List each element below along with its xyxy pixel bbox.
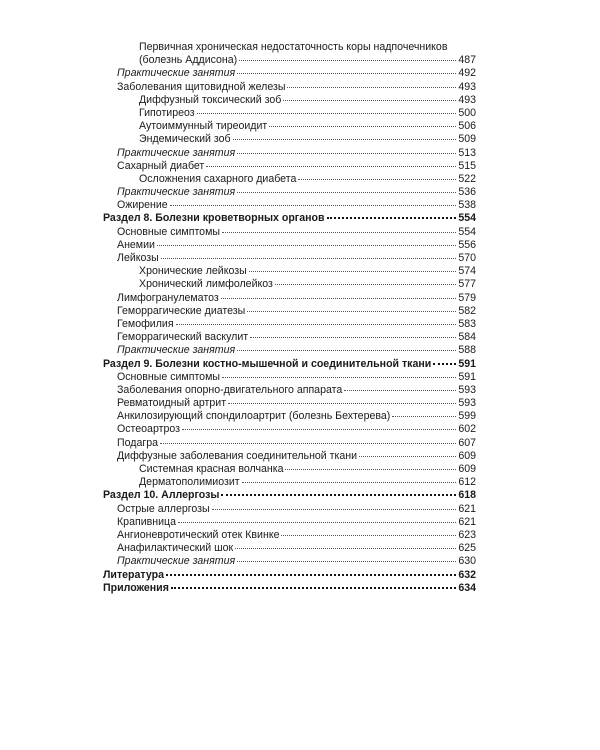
dot-leader (222, 377, 456, 378)
toc-entry (103, 371, 476, 384)
toc-entry (103, 133, 476, 146)
toc-entry-page: 591 (458, 370, 476, 383)
toc-entry-page: 593 (458, 397, 476, 410)
toc-entry (103, 476, 476, 489)
toc-entry-page: 487 (458, 54, 476, 67)
toc-entry-page: 621 (458, 502, 476, 515)
toc-entry-page: 630 (458, 555, 476, 568)
dot-leader (237, 561, 456, 562)
dot-leader (235, 548, 456, 549)
dot-leader (433, 363, 456, 365)
toc-entry (103, 226, 476, 239)
toc-entry-page: 556 (458, 238, 476, 251)
toc-entry-title: Анкилозирующий спондилоартрит (болезнь Бехтерева) (117, 410, 391, 423)
toc-entry-title: Диффузный токсический зоб (139, 93, 282, 106)
toc-entry-title: Первичная хроническая недостаточность коры надпочечников (139, 41, 448, 53)
toc-entry-title: Системная красная волчанка (139, 463, 284, 475)
toc-entry-title: Эндемический зоб (139, 133, 231, 146)
toc-entry (103, 503, 476, 516)
toc-entry-page: 579 (458, 291, 476, 304)
toc-entry (103, 199, 476, 212)
toc-entry-title: Основные симптомы (117, 370, 220, 383)
toc-entry (103, 186, 476, 199)
toc-entry-title: Практические занятия (117, 146, 236, 159)
toc-entry-page: 607 (458, 436, 476, 449)
dot-leader (283, 100, 456, 101)
toc-entry-page: 625 (458, 542, 476, 555)
toc-entry-page: 618 (458, 489, 476, 502)
toc-entry (103, 239, 476, 252)
toc-entry-title: Ожирение (117, 199, 168, 212)
dot-leader (197, 113, 457, 114)
toc-entry-page: 599 (458, 410, 476, 423)
toc-entry-page: 577 (458, 278, 476, 291)
dot-leader (221, 298, 457, 299)
dot-leader (392, 416, 456, 417)
dot-leader (228, 403, 456, 404)
toc-entry-title: Практические занятия (117, 555, 236, 568)
dot-leader (170, 205, 457, 206)
toc-entry-page: 554 (458, 212, 476, 225)
toc-entry-page: 570 (458, 252, 476, 264)
toc-entry (103, 331, 476, 344)
toc-entry-page: 522 (458, 172, 476, 185)
toc-entry-title: Крапивница (117, 515, 176, 528)
toc-entry-title: Лимфогранулематоз (117, 291, 219, 304)
toc-entry-page: 492 (458, 67, 476, 80)
toc-entry-page: 632 (458, 568, 476, 581)
toc-section-heading (103, 582, 476, 595)
toc-entry-title: Литература (103, 568, 164, 581)
dot-leader (176, 324, 457, 325)
toc-entry (103, 54, 476, 67)
toc-entry-title: Острые аллергозы (117, 502, 210, 515)
toc-entry-title: Хронический лимфолейкоз (139, 278, 273, 291)
dot-leader (237, 153, 456, 154)
dot-leader (281, 535, 456, 536)
toc-entry-title: Диффузные заболевания соединительной ткани (117, 449, 358, 462)
toc-entry (103, 305, 476, 318)
dot-leader (285, 469, 456, 470)
dot-leader (206, 166, 456, 167)
toc-entry-page: 584 (458, 331, 476, 344)
dot-leader (212, 509, 457, 510)
dot-leader (359, 456, 456, 457)
toc-entry-page: 612 (458, 476, 476, 489)
toc-entry (103, 292, 476, 305)
toc-entry (103, 94, 476, 107)
dot-leader (287, 87, 456, 88)
toc-entry-title: Анафилактический шок (117, 542, 234, 555)
toc-entry-page: 574 (458, 265, 476, 278)
toc-entry-page: 500 (458, 106, 476, 119)
toc-entry-title: Ревматоидный артрит (117, 397, 227, 410)
toc-entry (103, 173, 476, 186)
toc-entry-title: Ангионевротический отек Квинке (117, 528, 280, 541)
toc-entry-title: Подагра (117, 436, 158, 449)
toc-entry-page: 609 (458, 463, 476, 475)
toc-entry (103, 278, 476, 291)
toc-entry-title: Раздел 9. Болезни костно-мышечной и соединительной ткани (103, 357, 432, 370)
toc-entry-title: Заболевания щитовидной железы (117, 80, 286, 93)
dot-leader (327, 217, 457, 219)
toc-entry-page: 583 (458, 317, 476, 330)
dot-leader (171, 587, 456, 589)
table-of-contents (103, 41, 476, 595)
toc-entry (103, 120, 476, 133)
toc-entry (103, 410, 476, 423)
toc-entry-page: 493 (458, 93, 476, 106)
toc-entry-title: Практические занятия (117, 67, 236, 80)
toc-section-heading (103, 569, 476, 582)
dot-leader (269, 126, 456, 127)
toc-entry-page: 621 (458, 515, 476, 528)
dot-leader (344, 390, 456, 391)
dot-leader (247, 311, 456, 312)
toc-entry-title: Гипотиреоз (139, 106, 195, 119)
dot-leader (161, 258, 457, 259)
toc-section-heading (103, 489, 476, 502)
toc-entry (103, 463, 476, 476)
toc-entry-title: Заболевания опорно-двигательного аппарата (117, 383, 343, 396)
toc-entry-title: Раздел 8. Болезни кроветворных органов (103, 212, 325, 225)
toc-entry-title: Раздел 10. Аллергозы (103, 489, 220, 502)
dot-leader (222, 232, 456, 233)
dot-leader (182, 429, 456, 430)
toc-entry (103, 437, 476, 450)
toc-entry (103, 450, 476, 463)
dot-leader (178, 522, 456, 523)
toc-entry-page: 515 (458, 159, 476, 172)
toc-entry-title: (болезнь Аддисона) (139, 54, 238, 67)
toc-entry-title: Основные симптомы (117, 225, 220, 238)
toc-entry-page: 506 (458, 120, 476, 133)
toc-entry-page: 509 (458, 133, 476, 146)
toc-entry (103, 265, 476, 278)
toc-entry-page: 588 (458, 344, 476, 357)
dot-leader (237, 73, 456, 74)
toc-entry (103, 529, 476, 542)
toc-entry (103, 107, 476, 120)
toc-entry (103, 160, 476, 173)
toc-entry-page: 609 (458, 449, 476, 462)
toc-entry (103, 555, 476, 568)
dot-leader (157, 245, 456, 246)
toc-entry-page: 554 (458, 225, 476, 238)
toc-entry-title: Анемии (117, 238, 155, 251)
dot-leader (160, 443, 456, 444)
toc-entry-title: Практические занятия (117, 186, 236, 199)
toc-entry-page: 591 (458, 357, 476, 370)
dot-leader (237, 350, 456, 351)
toc-entry-title: Остеоартроз (117, 423, 180, 436)
toc-entry (103, 252, 476, 265)
toc-entry-page: 634 (458, 581, 476, 594)
toc-entry-title: Сахарный диабет (117, 159, 205, 172)
toc-entry-title: Приложения (103, 581, 169, 594)
toc-entry-title: Геморрагические диатезы (117, 304, 246, 317)
toc-entry-page: 593 (458, 383, 476, 396)
toc-entry-page: 536 (458, 186, 476, 199)
toc-entry (103, 344, 476, 357)
toc-entry-page: 623 (458, 528, 476, 541)
toc-entry-title: Аутоиммунный тиреоидит (139, 120, 268, 133)
toc-entry-title: Гемофилия (117, 317, 174, 330)
toc-entry-title: Практические занятия (117, 344, 236, 357)
toc-entry-title: Осложнения сахарного диабета (139, 172, 297, 185)
toc-entry (103, 542, 476, 555)
toc-entry (103, 147, 476, 160)
toc-entry (103, 397, 476, 410)
toc-entry-title: Лейкозы (117, 252, 159, 264)
dot-leader (249, 271, 457, 272)
toc-entry (103, 318, 476, 331)
dot-leader (275, 284, 456, 285)
dot-leader (298, 179, 456, 180)
toc-section-heading (103, 212, 476, 225)
dot-leader (221, 494, 456, 496)
toc-entry-title: Геморрагический васкулит (117, 331, 249, 344)
toc-entry-page: 582 (458, 304, 476, 317)
toc-entry (103, 41, 476, 54)
toc-section-heading (103, 358, 476, 371)
toc-entry-page: 513 (458, 146, 476, 159)
toc-entry-page: 602 (458, 423, 476, 436)
dot-leader (233, 139, 457, 140)
toc-entry (103, 423, 476, 436)
toc-entry-title: Хронические лейкозы (139, 265, 247, 278)
dot-leader (250, 337, 456, 338)
dot-leader (166, 574, 456, 576)
toc-entry (103, 67, 476, 80)
toc-entry-page: 493 (458, 80, 476, 93)
toc-entry (103, 81, 476, 94)
dot-leader (237, 192, 456, 193)
toc-entry-page: 538 (458, 199, 476, 212)
dot-leader (242, 482, 457, 483)
toc-entry (103, 516, 476, 529)
toc-entry-title: Дерматополимиозит (139, 476, 240, 489)
dot-leader (239, 60, 456, 61)
toc-entry (103, 384, 476, 397)
